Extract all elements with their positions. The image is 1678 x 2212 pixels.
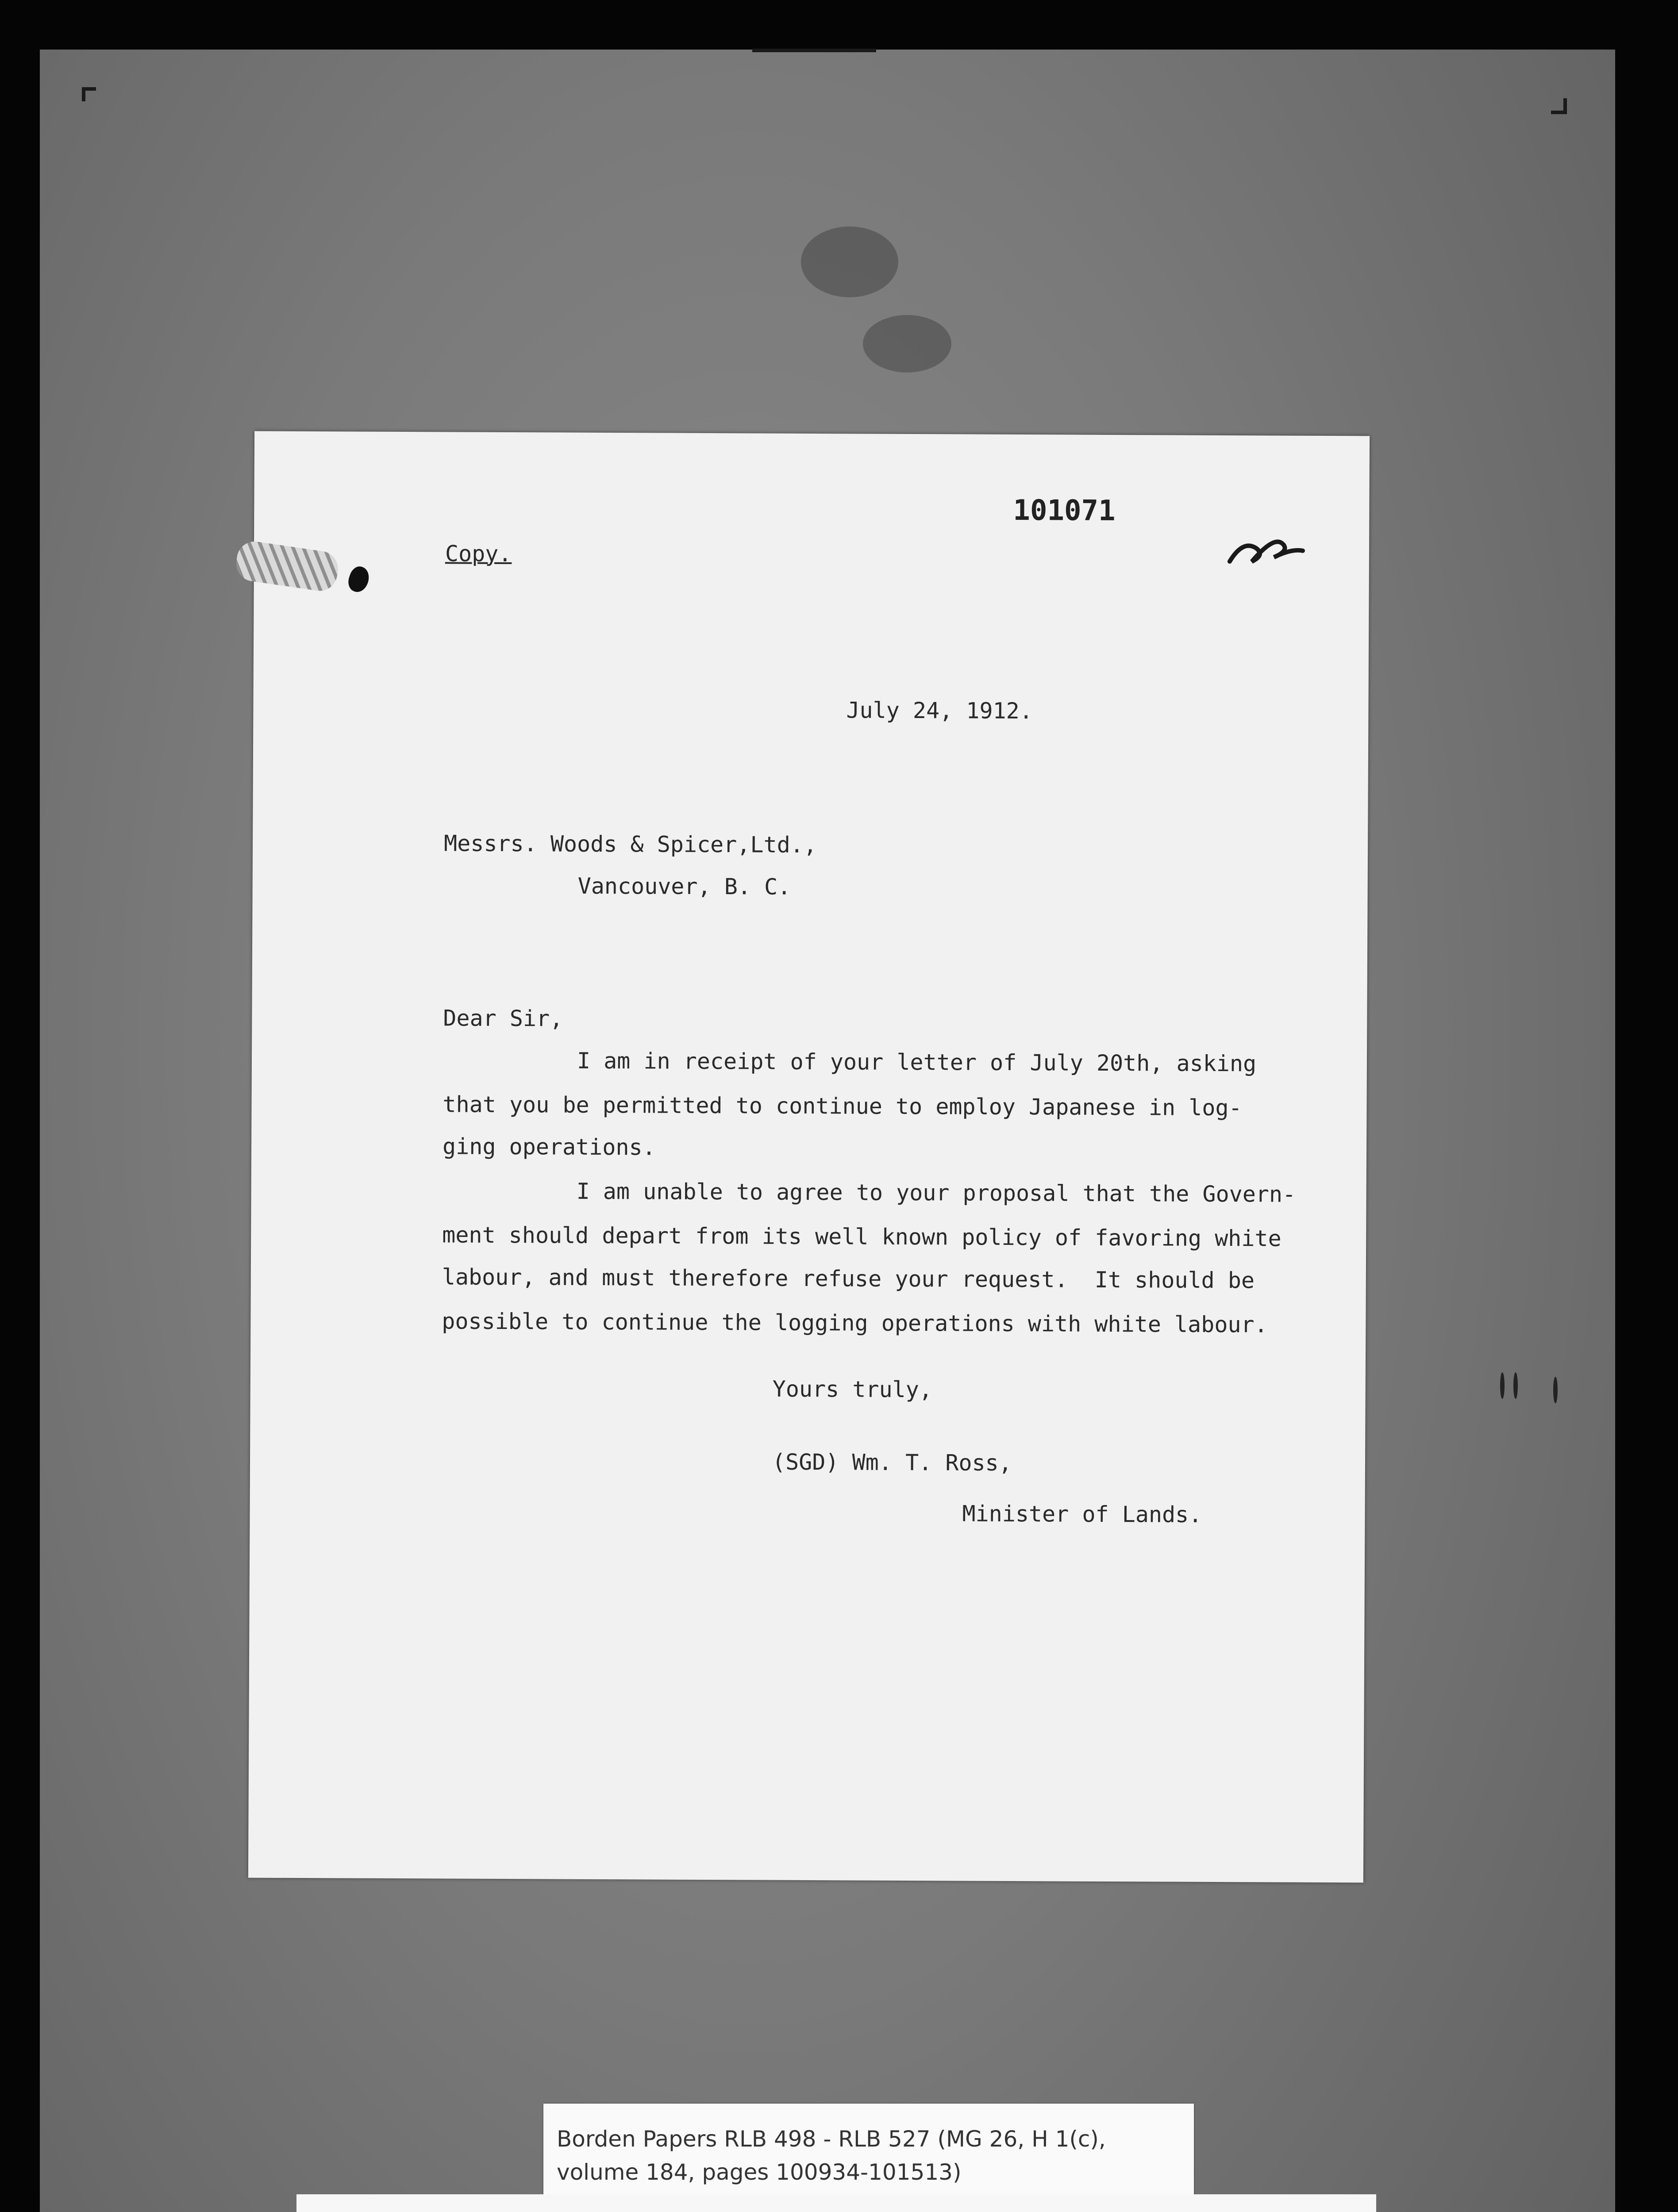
addressee-line-1: Messrs. Woods & Spicer,Ltd., [443, 830, 817, 858]
film-scratch [1500, 1372, 1505, 1399]
signature: (SGD) Wm. T. Ross, [772, 1449, 1012, 1476]
film-blot [801, 227, 898, 297]
addressee-line-2: Vancouver, B. C. [577, 873, 791, 900]
film-scratch [1513, 1372, 1518, 1399]
body-line: possible to continue the logging operations with white labour. [442, 1308, 1268, 1338]
film-blot [863, 315, 951, 373]
body-line: ging operations. [442, 1133, 656, 1160]
page-number: 101071 [1013, 494, 1116, 528]
archive-reference-line: volume 184, pages 100934-101513) [557, 2159, 962, 2185]
frame-corner-mark [1551, 98, 1567, 114]
body-line: ment should depart from its well known policy of favoring white [442, 1222, 1282, 1252]
handwritten-initials [1225, 530, 1305, 571]
frame-top-line [752, 49, 876, 52]
body-line: that you be permitted to continue to employ Japanese in log- [443, 1091, 1242, 1121]
body-line: I am unable to agree to your proposal that the Govern- [576, 1178, 1296, 1207]
frame-corner-mark [82, 87, 96, 101]
public-archives-card [296, 2194, 1376, 2212]
archive-reference-line: Borden Papers RLB 498 - RLB 527 (MG 26, H 1(c), [557, 2126, 1106, 2152]
letter-sheet [248, 431, 1370, 1883]
closing: Yours truly, [772, 1376, 933, 1403]
signer-title: Minister of Lands. [962, 1501, 1202, 1528]
punch-hole [345, 564, 372, 595]
letter-date: July 24, 1912. [846, 697, 1033, 724]
copy-label: Copy. [445, 541, 512, 567]
salutation: Dear Sir, [443, 1005, 563, 1032]
body-line: labour, and must therefore refuse your request. It should be [442, 1264, 1255, 1294]
film-scratch [1553, 1377, 1558, 1403]
body-line: I am in receipt of your letter of July 20th, asking [577, 1048, 1257, 1077]
